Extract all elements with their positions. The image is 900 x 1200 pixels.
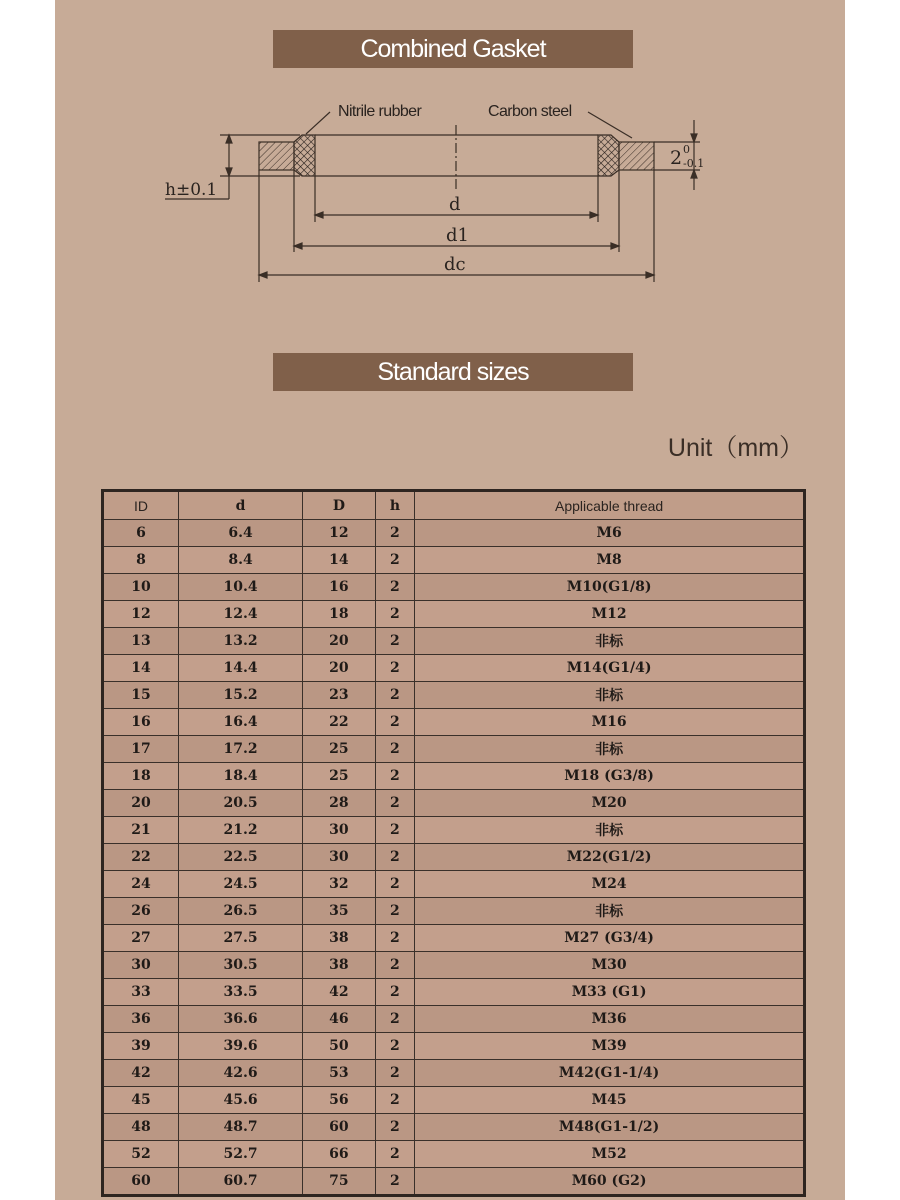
cell-id: 10 (103, 574, 179, 601)
cell-thread: M14(G1/4) (415, 655, 805, 682)
cell-id: 24 (103, 871, 179, 898)
cell-thread: M30 (415, 952, 805, 979)
cell-D: 60 (303, 1114, 375, 1141)
cell-D: 12 (303, 520, 375, 547)
table-row (103, 601, 805, 628)
cell-h: 2 (375, 574, 415, 601)
cell-h: 2 (375, 682, 415, 709)
cell-thread: M39 (415, 1033, 805, 1060)
cell-h: 2 (375, 520, 415, 547)
cell-d: 52.7 (178, 1141, 302, 1168)
table-row (103, 574, 805, 601)
cell-D: 30 (303, 817, 375, 844)
cell-d: 30.5 (178, 952, 302, 979)
cell-h: 2 (375, 979, 415, 1006)
cell-thread: M8 (415, 547, 805, 574)
table-row (103, 520, 805, 547)
cell-d: 18.4 (178, 763, 302, 790)
cell-id: 60 (103, 1168, 179, 1196)
steel-ring-left (259, 142, 294, 170)
cell-d: 36.6 (178, 1006, 302, 1033)
table-row (103, 1087, 805, 1114)
table-header-row (103, 491, 805, 520)
col-header-D: D (303, 491, 375, 520)
cell-thread: M45 (415, 1087, 805, 1114)
cell-D: 75 (303, 1168, 375, 1196)
cell-h: 2 (375, 547, 415, 574)
cell-h: 2 (375, 952, 415, 979)
label-carbon-steel: Carbon steel (488, 103, 572, 120)
cell-id: 14 (103, 655, 179, 682)
cell-h: 2 (375, 763, 415, 790)
cell-id: 20 (103, 790, 179, 817)
table-body (103, 520, 805, 1196)
sizes-table (101, 489, 806, 1197)
cell-thread: M60 (G2) (415, 1168, 805, 1196)
cell-id: 27 (103, 925, 179, 952)
cell-id: 22 (103, 844, 179, 871)
cell-id: 16 (103, 709, 179, 736)
cell-id: 15 (103, 682, 179, 709)
cell-thread: M22(G1/2) (415, 844, 805, 871)
cell-D: 35 (303, 898, 375, 925)
cell-id: 42 (103, 1060, 179, 1087)
cell-D: 53 (303, 1060, 375, 1087)
gasket-cross-section-diagram (0, 0, 900, 340)
cell-d: 45.6 (178, 1087, 302, 1114)
table-row (103, 1060, 805, 1087)
cell-h: 2 (375, 844, 415, 871)
table-row (103, 925, 805, 952)
cell-D: 28 (303, 790, 375, 817)
cell-h: 2 (375, 1060, 415, 1087)
cell-D: 25 (303, 736, 375, 763)
cell-h: 2 (375, 1006, 415, 1033)
cell-h: 2 (375, 1114, 415, 1141)
cell-thread: M6 (415, 520, 805, 547)
cell-D: 14 (303, 547, 375, 574)
dim-dc-label: dc (444, 254, 466, 275)
table-row (103, 1114, 805, 1141)
cell-d: 39.6 (178, 1033, 302, 1060)
cell-d: 24.5 (178, 871, 302, 898)
cell-thread: M10(G1/8) (415, 574, 805, 601)
cell-D: 56 (303, 1087, 375, 1114)
cell-D: 46 (303, 1006, 375, 1033)
cell-d: 27.5 (178, 925, 302, 952)
cell-d: 48.7 (178, 1114, 302, 1141)
cell-D: 16 (303, 574, 375, 601)
cell-d: 13.2 (178, 628, 302, 655)
cell-h: 2 (375, 655, 415, 682)
cell-D: 38 (303, 925, 375, 952)
cell-thread: M48(G1-1/2) (415, 1114, 805, 1141)
cell-h: 2 (375, 871, 415, 898)
dim-d1-label: d1 (446, 225, 469, 246)
col-header-d: d (178, 491, 302, 520)
cell-thread: 非标 (415, 736, 805, 763)
cell-id: 17 (103, 736, 179, 763)
table-row (103, 952, 805, 979)
cell-h: 2 (375, 790, 415, 817)
cell-id: 8 (103, 547, 179, 574)
table-row (103, 790, 805, 817)
dim-thickness-label: 2 (670, 147, 683, 169)
table-row (103, 979, 805, 1006)
cell-id: 21 (103, 817, 179, 844)
cell-id: 33 (103, 979, 179, 1006)
cell-D: 30 (303, 844, 375, 871)
table-row (103, 1168, 805, 1196)
cell-thread: M12 (415, 601, 805, 628)
cell-D: 20 (303, 628, 375, 655)
cell-h: 2 (375, 817, 415, 844)
cell-id: 12 (103, 601, 179, 628)
cell-d: 12.4 (178, 601, 302, 628)
dim-d-label: d (449, 194, 461, 215)
cell-thread: M42(G1-1/4) (415, 1060, 805, 1087)
cell-d: 16.4 (178, 709, 302, 736)
cell-thread: M33 (G1) (415, 979, 805, 1006)
cell-D: 32 (303, 871, 375, 898)
cell-D: 42 (303, 979, 375, 1006)
cell-thread: M24 (415, 871, 805, 898)
cell-h: 2 (375, 898, 415, 925)
unit-label: Unit（mm） (667, 434, 804, 462)
banner-standard-sizes: Standard sizes (273, 353, 633, 391)
cell-h: 2 (375, 1087, 415, 1114)
cell-d: 17.2 (178, 736, 302, 763)
cell-thread: 非标 (415, 817, 805, 844)
col-header-id: ID (103, 491, 179, 520)
col-header-h: h (375, 491, 415, 520)
rubber-seal-right (598, 135, 619, 176)
cell-D: 18 (303, 601, 375, 628)
cell-h: 2 (375, 601, 415, 628)
table-row (103, 763, 805, 790)
cell-thread: M52 (415, 1141, 805, 1168)
cell-h: 2 (375, 925, 415, 952)
table-row (103, 844, 805, 871)
cell-thread: M18 (G3/8) (415, 763, 805, 790)
cell-h: 2 (375, 709, 415, 736)
cell-thread: 非标 (415, 898, 805, 925)
banner-combined-gasket: Combined Gasket (273, 30, 633, 68)
steel-ring-right (619, 142, 654, 170)
cell-thread: M36 (415, 1006, 805, 1033)
cell-thread: M16 (415, 709, 805, 736)
table-row (103, 1141, 805, 1168)
cell-thread: M27 (G3/4) (415, 925, 805, 952)
cell-thread: 非标 (415, 682, 805, 709)
cell-id: 36 (103, 1006, 179, 1033)
cell-h: 2 (375, 1141, 415, 1168)
cell-d: 22.5 (178, 844, 302, 871)
table-row (103, 682, 805, 709)
cell-d: 33.5 (178, 979, 302, 1006)
dim-h-label: h±0.1 (165, 180, 218, 200)
cell-id: 30 (103, 952, 179, 979)
cell-id: 39 (103, 1033, 179, 1060)
cell-id: 45 (103, 1087, 179, 1114)
cell-d: 10.4 (178, 574, 302, 601)
cell-h: 2 (375, 1033, 415, 1060)
table-row (103, 871, 805, 898)
cell-d: 6.4 (178, 520, 302, 547)
cell-D: 50 (303, 1033, 375, 1060)
cell-d: 20.5 (178, 790, 302, 817)
rubber-seal-left (294, 135, 315, 176)
label-nitrile-rubber: Nitrile rubber (338, 103, 422, 120)
cell-d: 15.2 (178, 682, 302, 709)
cell-d: 60.7 (178, 1168, 302, 1196)
cell-D: 38 (303, 952, 375, 979)
table-row (103, 628, 805, 655)
dim-tol-top: 0 (683, 143, 690, 156)
cell-h: 2 (375, 628, 415, 655)
cell-d: 14.4 (178, 655, 302, 682)
cell-D: 20 (303, 655, 375, 682)
cell-thread: M20 (415, 790, 805, 817)
table-row (103, 817, 805, 844)
table-row (103, 898, 805, 925)
cell-h: 2 (375, 1168, 415, 1196)
cell-D: 23 (303, 682, 375, 709)
cell-d: 26.5 (178, 898, 302, 925)
cell-d: 42.6 (178, 1060, 302, 1087)
table-row (103, 655, 805, 682)
cell-id: 26 (103, 898, 179, 925)
cell-d: 8.4 (178, 547, 302, 574)
cell-id: 48 (103, 1114, 179, 1141)
col-header-thread: Applicable thread (415, 491, 805, 520)
cell-d: 21.2 (178, 817, 302, 844)
cell-id: 52 (103, 1141, 179, 1168)
table-row (103, 736, 805, 763)
cell-D: 25 (303, 763, 375, 790)
cell-id: 18 (103, 763, 179, 790)
table-row (103, 547, 805, 574)
cell-id: 6 (103, 520, 179, 547)
table-row (103, 709, 805, 736)
dim-tol-bottom: -0.1 (683, 157, 705, 170)
cell-h: 2 (375, 736, 415, 763)
cell-D: 22 (303, 709, 375, 736)
cell-D: 66 (303, 1141, 375, 1168)
cell-id: 13 (103, 628, 179, 655)
cell-thread: 非标 (415, 628, 805, 655)
table-row (103, 1006, 805, 1033)
table-row (103, 1033, 805, 1060)
